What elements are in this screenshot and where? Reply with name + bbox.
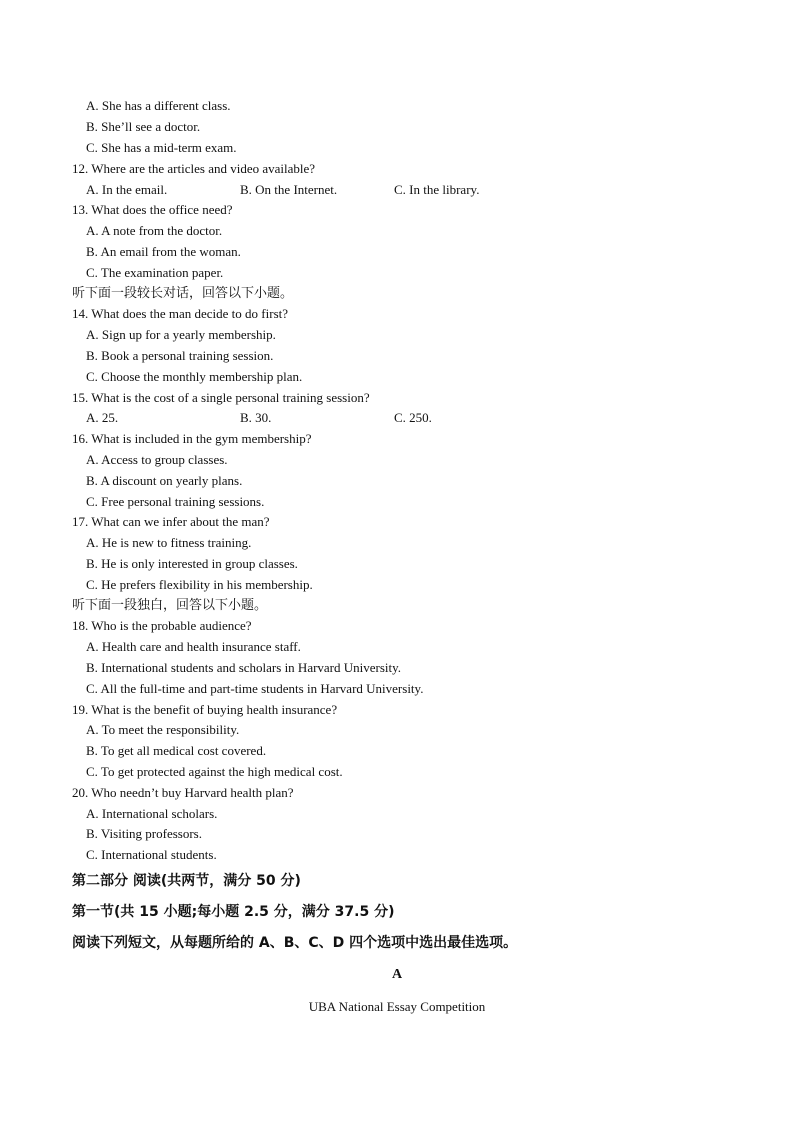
q17-option-c: C. He prefers flexibility in his membership. [86,577,313,592]
q20-stem: 20. Who needn’t buy Harvard health plan? [72,785,294,800]
q11-option-a: A. She has a different class. [86,98,231,113]
q11-option-b: B. She’ll see a doctor. [86,119,201,134]
q18-option-b: B. International students and scholars in Harvard University. [86,660,402,675]
q20-option-a: A. International scholars. [86,806,218,821]
q12-stem: 12. Where are the articles and video available? [72,161,316,176]
q16-stem: 16. What is included in the gym membership? [72,431,312,446]
passage-letter: A [391,967,403,982]
q13-option-b: B. An email from the woman. [86,244,241,259]
q13-option-c: C. The examination paper. [86,265,224,280]
q16-option-b: B. A discount on yearly plans. [86,473,243,488]
q19-option-b: B. To get all medical cost covered. [86,743,267,758]
q15-option-a: A. 25. [86,410,119,425]
q14-option-c: C. Choose the monthly membership plan. [86,369,303,384]
q12-option-a: A. In the email. [86,182,168,197]
q13-option-a: A. A note from the doctor. [86,223,223,238]
q19-stem: 19. What is the benefit of buying health insurance? [72,702,338,717]
section-monologue: 听下面一段独白，回答以下小题。 [72,598,268,613]
reading-instruction: 阅读下列短文，从每题所给的 A、B、C、D 四个选项中选出最佳选项。 [72,935,518,951]
q16-option-c: C. Free personal training sessions. [86,494,265,509]
q18-option-a: A. Health care and health insurance staff. [86,639,301,654]
passage-title: UBA National Essay Competition [308,999,486,1014]
q18-option-c: C. All the full-time and part-time students in Harvard University. [86,681,424,696]
q18-stem: 18. Who is the probable audience? [72,618,252,633]
q15-option-b: B. 30. [240,410,272,425]
q20-option-c: C. International students. [86,847,217,862]
section1-heading: 第一节(共 15 小题;每小题 2.5 分，满分 37.5 分) [72,904,395,920]
q14-stem: 14. What does the man decide to do first? [72,306,289,321]
q12-option-b: B. On the Internet. [240,182,338,197]
q14-option-b: B. Book a personal training session. [86,348,274,363]
q16-option-a: A. Access to group classes. [86,452,228,467]
q12-option-c: C. In the library. [394,182,480,197]
part2-heading: 第二部分 阅读(共两节，满分 50 分) [72,873,301,889]
q17-option-a: A. He is new to fitness training. [86,535,252,550]
q15-option-c: C. 250. [394,410,432,425]
q20-option-b: B. Visiting professors. [86,826,202,841]
q19-option-c: C. To get protected against the high medical cost. [86,764,343,779]
q13-stem: 13. What does the office need? [72,202,233,217]
q15-stem: 15. What is the cost of a single personal training session? [72,390,370,405]
q17-stem: 17. What can we infer about the man? [72,514,270,529]
q19-option-a: A. To meet the responsibility. [86,722,240,737]
section-long-dialogue: 听下面一段较长对话，回答以下小题。 [72,286,294,301]
q11-option-c: C. She has a mid-term exam. [86,140,237,155]
q17-option-b: B. He is only interested in group classes. [86,556,298,571]
q14-option-a: A. Sign up for a yearly membership. [86,327,276,342]
